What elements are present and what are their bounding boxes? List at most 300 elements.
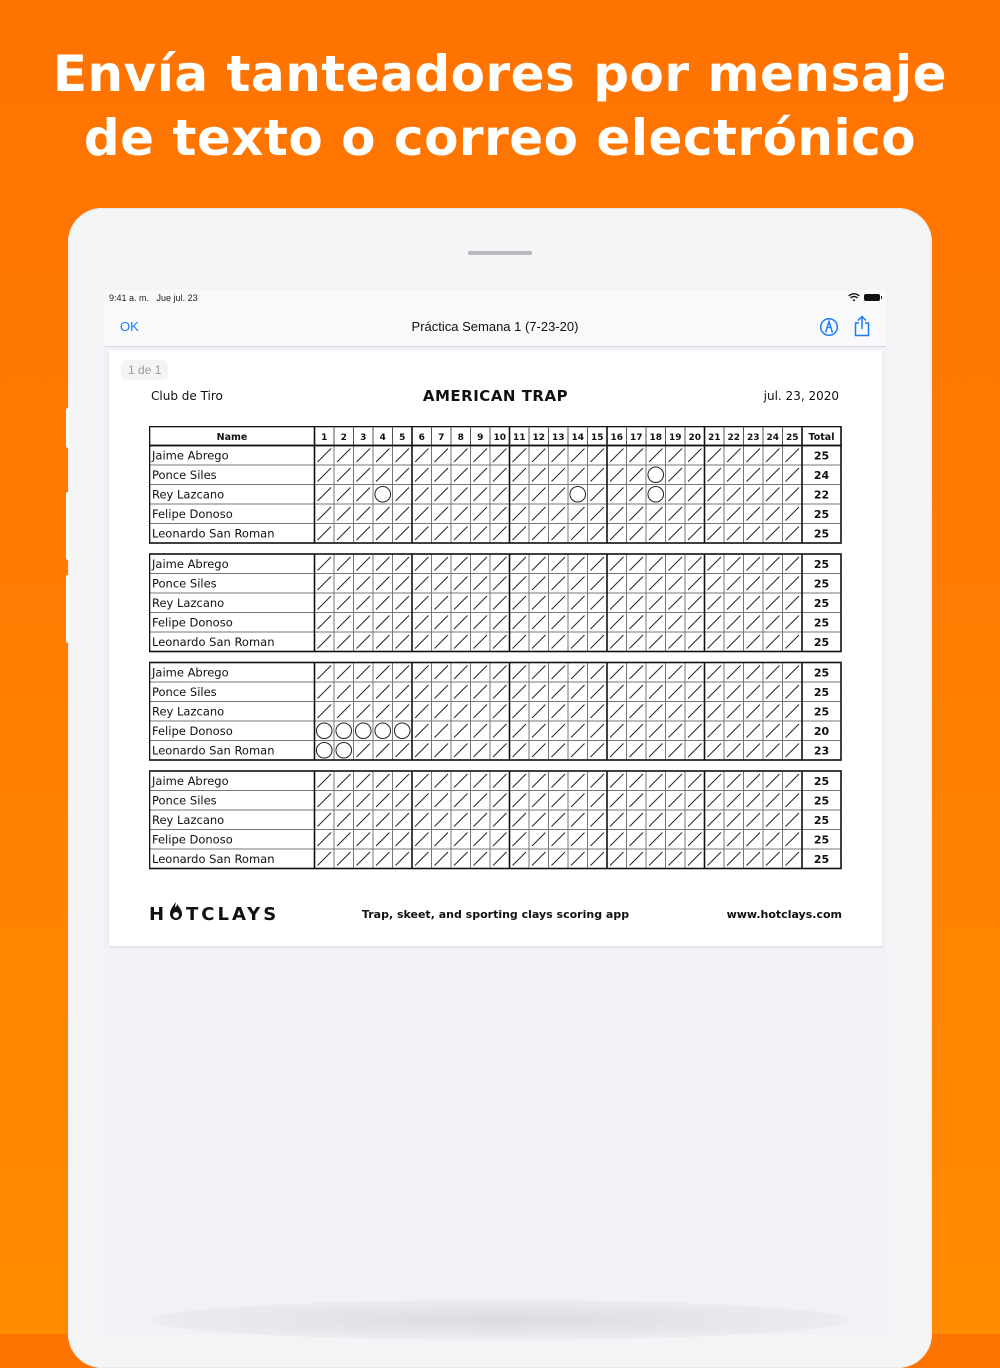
table-row xyxy=(150,613,842,630)
hit-mark xyxy=(415,468,429,482)
row-total: 25 xyxy=(813,636,830,649)
hit-mark xyxy=(669,705,683,719)
row-total: 25 xyxy=(813,666,830,680)
document-title: Práctica Semana 1 (7-23-20) xyxy=(411,319,579,334)
hit-mark xyxy=(396,705,410,719)
shooter-name: Ponce Siles xyxy=(152,576,217,591)
hit-mark xyxy=(669,449,683,463)
hit-mark xyxy=(786,468,800,482)
hit-mark xyxy=(376,577,390,591)
hit-mark xyxy=(552,468,566,482)
hit-mark xyxy=(591,577,605,591)
hit-mark xyxy=(493,794,507,808)
hit-mark xyxy=(318,449,332,463)
hit-mark xyxy=(552,774,566,788)
hit-mark xyxy=(688,724,702,738)
device-volume-down-button xyxy=(66,575,70,643)
hit-mark xyxy=(435,635,449,649)
hit-mark xyxy=(318,488,332,502)
hit-mark xyxy=(688,774,702,788)
header-station-3: 3 xyxy=(360,433,367,443)
hit-mark xyxy=(532,813,546,827)
sheet-shadow xyxy=(150,1300,850,1340)
hit-mark xyxy=(786,449,800,463)
hit-mark xyxy=(376,527,390,541)
table-row xyxy=(150,593,842,610)
row-total: 25 xyxy=(813,616,830,630)
hit-mark xyxy=(357,468,371,482)
miss-mark xyxy=(648,467,664,483)
hit-mark xyxy=(766,507,780,521)
hit-mark xyxy=(435,527,449,541)
hit-mark xyxy=(318,527,332,541)
hit-mark xyxy=(532,724,546,738)
row-total: 23 xyxy=(813,744,830,758)
hit-mark xyxy=(513,507,527,521)
header-station-10: 10 xyxy=(493,433,507,443)
row-total: 20 xyxy=(813,725,830,738)
hit-mark xyxy=(630,635,644,649)
hit-mark xyxy=(747,635,761,649)
hit-mark xyxy=(454,705,468,719)
header-station-24: 24 xyxy=(766,433,780,443)
hit-mark xyxy=(532,774,546,788)
header-station-5: 5 xyxy=(399,433,406,443)
hit-mark xyxy=(513,666,527,680)
shooter-name: Felipe Donoso xyxy=(152,507,233,521)
hit-mark xyxy=(337,813,351,827)
hit-mark xyxy=(747,744,761,758)
hit-mark xyxy=(766,705,780,719)
hit-mark xyxy=(708,635,722,649)
hit-mark xyxy=(571,685,585,699)
hit-mark xyxy=(766,794,780,808)
hit-mark xyxy=(786,635,800,649)
hit-mark xyxy=(474,635,488,649)
hit-mark xyxy=(571,577,585,591)
hit-mark xyxy=(493,468,507,482)
hit-mark xyxy=(610,744,624,758)
hit-mark xyxy=(513,774,527,788)
hit-mark xyxy=(396,666,410,680)
header-station-8: 8 xyxy=(457,433,464,443)
hit-mark xyxy=(454,616,468,630)
hit-mark xyxy=(474,577,488,591)
hit-mark xyxy=(337,616,351,630)
row-total: 25 xyxy=(813,705,830,719)
hit-mark xyxy=(435,449,449,463)
hit-mark xyxy=(318,813,332,827)
hit-mark xyxy=(532,635,546,649)
hit-mark xyxy=(318,507,332,521)
hit-mark xyxy=(649,577,663,591)
hit-mark xyxy=(532,685,546,699)
hit-mark xyxy=(610,852,624,866)
hit-mark xyxy=(649,666,663,680)
hit-mark xyxy=(669,794,683,808)
hit-mark xyxy=(610,635,624,649)
table-row xyxy=(150,721,842,739)
shooter-name: Jaime Abrego xyxy=(152,774,229,788)
hit-mark xyxy=(532,744,546,758)
hit-mark xyxy=(337,557,351,571)
hit-mark xyxy=(493,833,507,847)
hit-mark xyxy=(552,507,566,521)
hit-mark xyxy=(766,596,780,610)
hit-mark xyxy=(688,666,702,680)
footer-tagline: Trap, skeet, and sporting clays scoring app xyxy=(361,908,630,921)
hit-mark xyxy=(337,596,351,610)
hit-mark xyxy=(786,557,800,571)
sheet-grabber[interactable] xyxy=(468,251,532,255)
header-station-14: 14 xyxy=(571,433,585,443)
hit-mark xyxy=(318,705,332,719)
hit-mark xyxy=(376,616,390,630)
hit-mark xyxy=(649,685,663,699)
hit-mark xyxy=(435,488,449,502)
hit-mark xyxy=(552,852,566,866)
hit-mark xyxy=(552,705,566,719)
hit-mark xyxy=(727,685,741,699)
ok-button[interactable]: OK xyxy=(120,319,139,334)
hit-mark xyxy=(727,577,741,591)
hit-mark xyxy=(454,724,468,738)
hit-mark xyxy=(571,449,585,463)
header-name: Name xyxy=(216,432,248,443)
hit-mark xyxy=(649,794,663,808)
hit-mark xyxy=(669,635,683,649)
row-total: 25 xyxy=(813,577,830,591)
hit-mark xyxy=(669,852,683,866)
hit-mark xyxy=(318,635,332,649)
hit-mark xyxy=(396,577,410,591)
hit-mark xyxy=(454,557,468,571)
hit-mark xyxy=(435,557,449,571)
hit-mark xyxy=(688,705,702,719)
hit-mark xyxy=(688,468,702,482)
header-station-1: 1 xyxy=(321,433,328,443)
hit-mark xyxy=(357,488,371,502)
hit-mark xyxy=(396,596,410,610)
hit-mark xyxy=(708,577,722,591)
row-total: 25 xyxy=(813,597,830,610)
hit-mark xyxy=(708,833,722,847)
hit-mark xyxy=(357,596,371,610)
hit-mark xyxy=(747,685,761,699)
headline-line-2: de texto o correo electrónico xyxy=(83,109,917,167)
hit-mark xyxy=(435,794,449,808)
hit-mark xyxy=(532,527,546,541)
hit-mark xyxy=(786,833,800,847)
hit-mark xyxy=(727,813,741,827)
hit-mark xyxy=(630,724,644,738)
hit-mark xyxy=(552,449,566,463)
device-side-button xyxy=(66,408,70,448)
header-station-4: 4 xyxy=(379,433,386,443)
hit-mark xyxy=(493,635,507,649)
miss-mark xyxy=(316,742,332,758)
hit-mark xyxy=(435,813,449,827)
hit-mark xyxy=(610,833,624,847)
hit-mark xyxy=(357,449,371,463)
hit-mark xyxy=(415,449,429,463)
hit-mark xyxy=(435,705,449,719)
hit-mark xyxy=(396,744,410,758)
header-station-16: 16 xyxy=(610,433,624,443)
hit-mark xyxy=(747,724,761,738)
hit-mark xyxy=(610,774,624,788)
hit-mark xyxy=(630,833,644,847)
hit-mark xyxy=(532,449,546,463)
hit-mark xyxy=(532,557,546,571)
hit-mark xyxy=(552,596,566,610)
shooter-name: Rey Lazcano xyxy=(152,813,225,827)
hit-mark xyxy=(610,666,624,680)
hit-mark xyxy=(747,852,761,866)
hit-mark xyxy=(396,616,410,630)
hit-mark xyxy=(396,685,410,699)
shooter-name: Ponce Siles xyxy=(152,793,217,808)
hit-mark xyxy=(337,488,351,502)
hit-mark xyxy=(396,774,410,788)
header-station-11: 11 xyxy=(512,433,526,443)
table-row xyxy=(150,524,842,541)
hit-mark xyxy=(708,744,722,758)
hit-mark xyxy=(376,449,390,463)
row-total: 22 xyxy=(813,488,830,502)
hit-mark xyxy=(454,685,468,699)
hit-mark xyxy=(396,833,410,847)
hit-mark xyxy=(474,744,488,758)
hit-mark xyxy=(630,507,644,521)
hit-mark xyxy=(747,488,761,502)
table-row xyxy=(150,702,842,719)
hit-mark xyxy=(337,507,351,521)
hit-mark xyxy=(708,794,722,808)
hit-mark xyxy=(786,488,800,502)
hit-mark xyxy=(571,833,585,847)
hit-mark xyxy=(552,666,566,680)
hit-mark xyxy=(669,666,683,680)
hit-mark xyxy=(513,724,527,738)
hit-mark xyxy=(552,744,566,758)
shooter-name: Ponce Siles xyxy=(152,468,217,482)
footer-url[interactable]: www.hotclays.com xyxy=(726,908,842,921)
hit-mark xyxy=(435,468,449,482)
hit-mark xyxy=(454,852,468,866)
hit-mark xyxy=(591,833,605,847)
hit-mark xyxy=(513,813,527,827)
hit-mark xyxy=(474,507,488,521)
hit-mark xyxy=(630,813,644,827)
hit-mark xyxy=(474,596,488,610)
hit-mark xyxy=(357,666,371,680)
hit-mark xyxy=(688,813,702,827)
headline-line-1 xyxy=(0,42,1000,106)
hit-mark xyxy=(630,666,644,680)
hit-mark xyxy=(552,577,566,591)
hit-mark xyxy=(766,724,780,738)
hit-mark xyxy=(669,527,683,541)
hit-mark xyxy=(415,616,429,630)
header-station-17: 17 xyxy=(629,433,643,443)
hit-mark xyxy=(571,794,585,808)
hit-mark xyxy=(318,596,332,610)
hit-mark xyxy=(337,635,351,649)
hit-mark xyxy=(318,557,332,571)
hit-mark xyxy=(532,794,546,808)
hit-mark xyxy=(357,813,371,827)
hit-mark xyxy=(669,813,683,827)
hit-mark xyxy=(669,685,683,699)
hit-mark xyxy=(435,744,449,758)
shooter-name: Leonardo San Roman xyxy=(152,743,275,758)
hit-mark xyxy=(474,724,488,738)
miss-mark xyxy=(336,723,352,739)
hit-mark xyxy=(727,616,741,630)
hit-mark xyxy=(649,724,663,738)
share-icon[interactable] xyxy=(853,315,871,337)
hit-mark xyxy=(532,488,546,502)
hit-mark xyxy=(610,449,624,463)
miss-mark xyxy=(336,742,352,758)
hit-mark xyxy=(766,813,780,827)
hit-mark xyxy=(571,635,585,649)
markup-pen-icon[interactable] xyxy=(819,317,839,337)
hit-mark xyxy=(552,794,566,808)
hit-mark xyxy=(454,813,468,827)
hit-mark xyxy=(415,744,429,758)
hit-mark xyxy=(786,616,800,630)
hit-mark xyxy=(493,577,507,591)
hit-mark xyxy=(591,705,605,719)
hit-mark xyxy=(474,616,488,630)
hit-mark xyxy=(610,794,624,808)
hit-mark xyxy=(766,685,780,699)
hit-mark xyxy=(415,666,429,680)
hit-mark xyxy=(708,596,722,610)
hit-mark xyxy=(727,596,741,610)
hit-mark xyxy=(610,507,624,521)
hit-mark xyxy=(513,577,527,591)
hit-mark xyxy=(669,744,683,758)
hit-mark xyxy=(571,724,585,738)
hit-mark xyxy=(708,852,722,866)
hit-mark xyxy=(688,685,702,699)
hit-mark xyxy=(493,488,507,502)
hit-mark xyxy=(474,774,488,788)
hit-mark xyxy=(688,744,702,758)
hit-mark xyxy=(630,852,644,866)
hit-mark xyxy=(688,527,702,541)
hit-mark xyxy=(415,596,429,610)
hit-mark xyxy=(766,666,780,680)
hit-mark xyxy=(376,685,390,699)
hit-mark xyxy=(474,852,488,866)
miss-mark xyxy=(570,486,586,502)
hit-mark xyxy=(493,527,507,541)
hit-mark xyxy=(786,666,800,680)
hit-mark xyxy=(727,833,741,847)
miss-mark xyxy=(375,486,391,502)
shooter-name: Rey Lazcano xyxy=(152,704,225,719)
hit-mark xyxy=(610,596,624,610)
header-station-13: 13 xyxy=(551,433,565,443)
hit-mark xyxy=(571,557,585,571)
hit-mark xyxy=(415,852,429,866)
battery-icon xyxy=(864,294,880,301)
hit-mark xyxy=(708,724,722,738)
hit-mark xyxy=(396,557,410,571)
hit-mark xyxy=(454,774,468,788)
hit-mark xyxy=(337,774,351,788)
hit-mark xyxy=(669,468,683,482)
hit-mark xyxy=(571,616,585,630)
hit-mark xyxy=(474,813,488,827)
hit-mark xyxy=(532,705,546,719)
hit-mark xyxy=(337,833,351,847)
hit-mark xyxy=(396,449,410,463)
hit-mark xyxy=(435,685,449,699)
hit-mark xyxy=(532,833,546,847)
row-total: 25 xyxy=(813,558,830,571)
hit-mark xyxy=(532,596,546,610)
hit-mark xyxy=(396,635,410,649)
hit-mark xyxy=(727,774,741,788)
hit-mark xyxy=(591,507,605,521)
header-station-9: 9 xyxy=(477,433,484,443)
hit-mark xyxy=(454,468,468,482)
hit-mark xyxy=(649,705,663,719)
row-total: 25 xyxy=(813,775,830,788)
hit-mark xyxy=(318,616,332,630)
hit-mark xyxy=(415,705,429,719)
hit-mark xyxy=(318,685,332,699)
hit-mark xyxy=(435,596,449,610)
hit-mark xyxy=(493,852,507,866)
hit-mark xyxy=(474,468,488,482)
hit-mark xyxy=(337,852,351,866)
hit-mark xyxy=(747,813,761,827)
hit-mark xyxy=(747,794,761,808)
svg-text:TCLAYS: TCLAYS xyxy=(186,904,280,925)
hit-mark xyxy=(513,488,527,502)
hit-mark xyxy=(376,794,390,808)
hit-mark xyxy=(591,527,605,541)
hit-mark xyxy=(532,616,546,630)
hit-mark xyxy=(357,616,371,630)
hit-mark xyxy=(688,507,702,521)
hit-mark xyxy=(552,557,566,571)
hit-mark xyxy=(415,577,429,591)
hit-mark xyxy=(357,635,371,649)
hit-mark xyxy=(474,527,488,541)
hit-mark xyxy=(766,774,780,788)
hit-mark xyxy=(396,468,410,482)
hit-mark xyxy=(610,705,624,719)
hit-mark xyxy=(357,507,371,521)
hit-mark xyxy=(669,724,683,738)
hit-mark xyxy=(591,724,605,738)
hit-mark xyxy=(688,635,702,649)
table-row xyxy=(150,574,842,591)
header-station-21: 21 xyxy=(707,433,721,443)
hit-mark xyxy=(766,744,780,758)
hit-mark xyxy=(571,705,585,719)
row-total: 25 xyxy=(813,833,830,847)
hit-mark xyxy=(571,666,585,680)
hit-mark xyxy=(552,833,566,847)
